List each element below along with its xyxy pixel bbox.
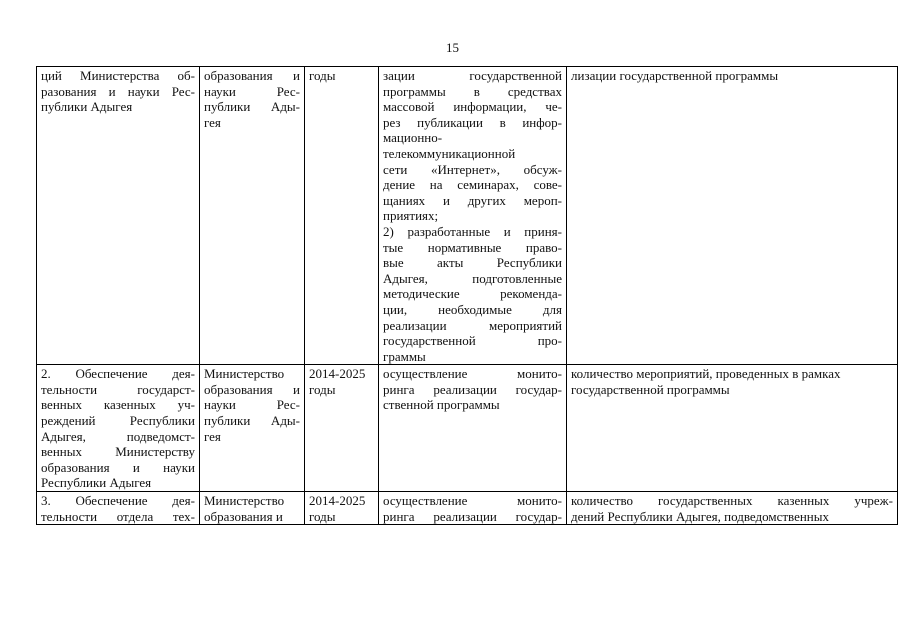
cell-line: количество мероприятий, проведенных в рамках <box>571 366 841 382</box>
cell-line: науки Рес- <box>204 397 300 413</box>
program-measures-table <box>36 66 898 525</box>
cell-line: реализации мероприятий <box>383 317 562 333</box>
cell-line: массовой информации, че- <box>383 99 562 115</box>
cell-line: венных казенных уч- <box>41 397 195 413</box>
page-number: 15 <box>446 40 459 55</box>
cell-line: Адыгея, подготовленные <box>383 270 562 286</box>
cell-line: образования и науки <box>41 459 195 475</box>
cell-line: тельности государст- <box>41 381 195 397</box>
indicator-cell <box>567 67 898 365</box>
cell-line: количество государственных казенных учреж- <box>571 493 893 509</box>
cell-line: 2014-2025 <box>309 493 366 509</box>
cell-line: щаниях и других мероп- <box>383 192 562 208</box>
cell-line: 2. Обеспечение дея- <box>41 366 195 382</box>
period-cell <box>305 492 379 525</box>
period-cell <box>305 67 379 365</box>
cell-line: государственной программы <box>571 381 730 397</box>
cell-line: Министерство <box>204 366 285 382</box>
cell-line: публики Адыгея <box>41 99 133 115</box>
table-row <box>37 492 898 525</box>
cell-line: методические рекоменда- <box>383 286 562 302</box>
cell-line: Республики Адыгея <box>41 475 152 491</box>
cell-line: программы в средствах <box>383 83 562 99</box>
measure-name-cell <box>37 67 200 365</box>
cell-line: ственной программы <box>383 397 500 413</box>
table-row <box>37 365 898 492</box>
table-row <box>37 67 898 365</box>
expected-result-cell <box>379 365 567 492</box>
measure-name-cell <box>37 365 200 492</box>
expected-result-cell <box>379 67 567 365</box>
cell-line: образования и <box>204 381 300 397</box>
cell-line: дение на семинарах, сове- <box>383 177 562 193</box>
cell-line: тые нормативные право- <box>383 239 562 255</box>
cell-line: годы <box>309 68 336 83</box>
cell-line: мационно- <box>383 130 443 146</box>
cell-line: разования и науки Рес- <box>41 83 195 99</box>
responsible-executor-cell <box>200 365 305 492</box>
cell-line: 2) разработанные и приня- <box>383 223 562 239</box>
cell-line: публики Ады- <box>204 99 300 115</box>
cell-line: рез публикации в инфор- <box>383 114 562 130</box>
cell-line: граммы <box>383 348 426 364</box>
cell-line: сети «Интернет», обсуж- <box>383 161 562 177</box>
measure-name-cell <box>37 492 200 525</box>
cell-line: приятиях; <box>383 208 439 224</box>
cell-line: осуществление монито- <box>383 366 562 382</box>
responsible-executor-cell <box>200 492 305 525</box>
expected-result-cell <box>379 492 567 525</box>
cell-line: государственной про- <box>383 333 562 349</box>
cell-line: ции, необходимые для <box>383 301 562 317</box>
cell-line: ринга реализации государ- <box>383 381 562 397</box>
cell-line: ринга реализации государ- <box>383 508 562 524</box>
cell-line: 2014-2025 <box>309 366 366 382</box>
cell-line: публики Ады- <box>204 413 300 429</box>
cell-line: лизации государственной программы <box>571 68 779 83</box>
cell-line: науки Рес- <box>204 83 300 99</box>
cell-line: зации государственной <box>383 68 562 83</box>
cell-line: дений Республики Адыгея, подведомственных <box>571 508 830 524</box>
cell-line: реждений Республики <box>41 413 195 429</box>
cell-line: годы <box>309 381 336 397</box>
cell-line: венных Министерству <box>41 444 195 460</box>
cell-line: тельности отдела тех- <box>41 508 195 524</box>
cell-line: 3. Обеспечение дея- <box>41 493 195 509</box>
cell-line: Министерство <box>204 493 285 509</box>
cell-line: телекоммуникационной <box>383 145 516 161</box>
responsible-executor-cell <box>200 67 305 365</box>
indicator-cell <box>567 365 898 492</box>
cell-line: ций Министерства об- <box>41 68 195 83</box>
cell-line: вые акты Республики <box>383 255 562 271</box>
period-cell <box>305 365 379 492</box>
cell-line: образования и <box>204 68 300 83</box>
cell-line: Адыгея, подведомст- <box>41 428 195 444</box>
cell-line: осуществление монито- <box>383 493 562 509</box>
indicator-cell <box>567 492 898 525</box>
cell-line: образования и <box>204 508 283 524</box>
cell-line: годы <box>309 508 336 524</box>
cell-line: гея <box>204 428 221 444</box>
cell-line: гея <box>204 114 221 130</box>
